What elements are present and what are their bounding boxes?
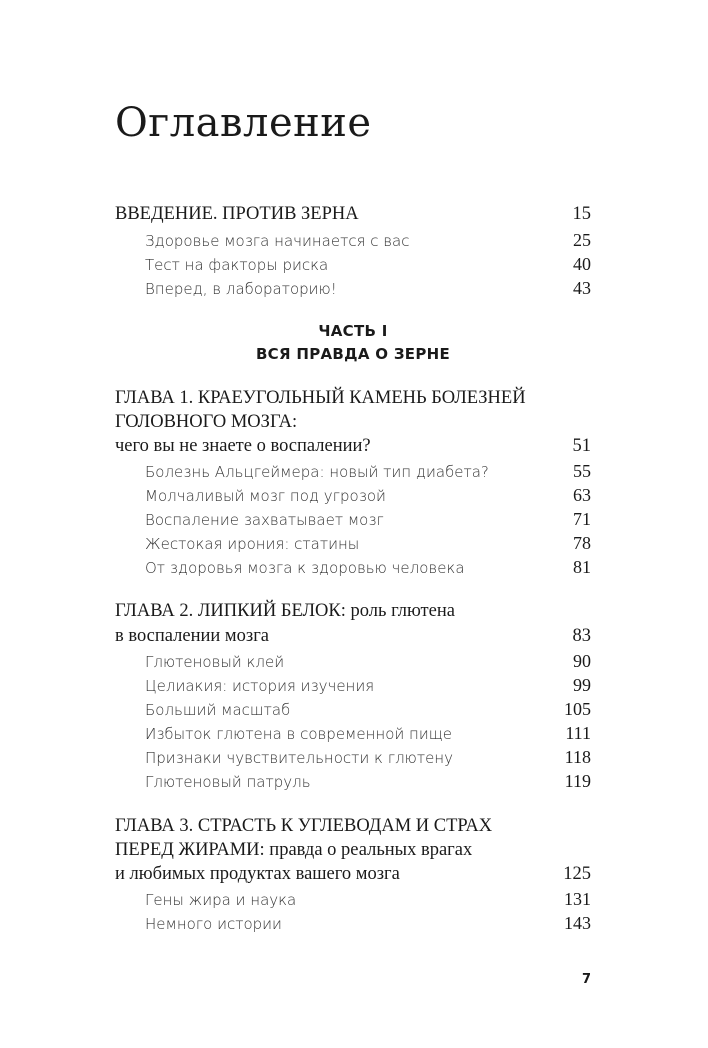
part-label: ЧАСТЬ I xyxy=(318,322,388,340)
toc-item-label: Тест на факторы риска xyxy=(145,256,329,274)
toc-item[interactable] xyxy=(115,913,591,934)
toc-item[interactable] xyxy=(115,771,591,792)
part-title: ВСЯ ПРАВДА О ЗЕРНЕ xyxy=(255,345,451,363)
toc-item[interactable] xyxy=(115,747,591,768)
toc-page-number: 118 xyxy=(564,747,591,767)
toc-item-label: Молчаливый мозг под угрозой xyxy=(145,487,386,505)
toc-heading-label: ВВЕДЕНИЕ. ПРОТИВ ЗЕРНА xyxy=(115,204,359,224)
toc-page-number: 25 xyxy=(573,230,591,250)
toc-item[interactable] xyxy=(115,278,591,299)
toc-page-number: 63 xyxy=(573,485,591,505)
toc-item-label: От здоровья мозга к здоровью человека xyxy=(145,559,465,577)
chapter-1-title-line[interactable]: ГЛАВА 1. КРАЕУГОЛЬНЫЙ КАМЕНЬ БОЛЕЗНЕЙ xyxy=(115,388,526,408)
page-number: 7 xyxy=(581,972,591,987)
toc-page-number: 15 xyxy=(572,204,591,224)
toc-item[interactable] xyxy=(115,254,591,275)
toc-page-number: 78 xyxy=(573,533,591,553)
toc-item[interactable] xyxy=(115,889,591,910)
toc-page-number: 119 xyxy=(564,771,591,791)
chapter-1-heading[interactable] xyxy=(115,436,591,457)
toc-item-label: Здоровье мозга начинается с вас xyxy=(145,232,410,250)
chapter-3-title-line[interactable]: ГЛАВА 3. СТРАСТЬ К УГЛЕВОДАМ И СТРАХ xyxy=(115,816,493,836)
toc-item[interactable] xyxy=(115,675,591,696)
toc-item-label: Глютеновый патруль xyxy=(145,773,311,791)
toc-item[interactable] xyxy=(115,485,591,506)
toc-item[interactable] xyxy=(115,533,591,554)
toc-item[interactable] xyxy=(115,699,591,720)
page-title: Оглавление xyxy=(115,100,372,146)
toc-page-number: 105 xyxy=(564,699,591,719)
chapter-2-title-line[interactable]: ГЛАВА 2. ЛИПКИЙ БЕЛОК: роль глютена xyxy=(115,601,455,621)
toc-page-number: 143 xyxy=(564,913,591,933)
toc-page-number: 99 xyxy=(573,675,591,695)
toc-item-label: Немного истории xyxy=(145,915,282,933)
toc-page-number: 83 xyxy=(572,626,591,646)
toc-page-number: 81 xyxy=(573,557,591,577)
toc-item[interactable] xyxy=(115,461,591,482)
toc-page-number: 55 xyxy=(573,461,591,481)
toc-item[interactable] xyxy=(115,651,591,672)
toc-page-number: 71 xyxy=(573,509,591,529)
toc-item-label: Болезнь Альцгеймера: новый тип диабета? xyxy=(145,463,489,481)
toc-item-label: Воспаление захватывает мозг xyxy=(145,511,384,529)
toc-item-label: Признаки чувствительности к глютену xyxy=(145,749,453,767)
toc-item-label: Вперед, в лабораторию! xyxy=(145,280,337,298)
toc-item-label: Гены жира и наука xyxy=(145,891,297,909)
toc-heading-label: в воспалении мозга xyxy=(115,626,269,646)
toc-heading-intro[interactable] xyxy=(115,204,591,225)
toc-page-number: 51 xyxy=(572,436,591,456)
toc-item-label: Больший масштаб xyxy=(145,701,291,719)
toc-item-label: Глютеновый клей xyxy=(145,653,285,671)
toc-page-number: 125 xyxy=(563,864,591,884)
chapter-2-heading[interactable] xyxy=(115,626,591,647)
chapter-3-title-line[interactable]: ПЕРЕД ЖИРАМИ: правда о реальных врагах xyxy=(115,840,473,860)
toc-page-number: 111 xyxy=(565,723,591,743)
toc-item[interactable] xyxy=(115,230,591,251)
chapter-3-heading[interactable] xyxy=(115,864,591,885)
toc-page-number: 90 xyxy=(573,651,591,671)
toc-page-number: 131 xyxy=(564,889,591,909)
toc-page-number: 40 xyxy=(573,254,591,274)
chapter-1-title-line[interactable]: ГОЛОВНОГО МОЗГА: xyxy=(115,412,298,432)
toc-page-number: 43 xyxy=(573,278,591,298)
toc-item[interactable] xyxy=(115,557,591,578)
toc-item-label: Избыток глютена в современной пище xyxy=(145,725,453,743)
toc-item[interactable] xyxy=(115,723,591,744)
toc-item-label: Целиакия: история изучения xyxy=(145,677,375,695)
toc-heading-label: и любимых продуктах вашего мозга xyxy=(115,864,400,884)
toc-item-label: Жестокая ирония: статины xyxy=(145,535,360,553)
toc-heading-label: чего вы не знаете о воспалении? xyxy=(115,436,371,456)
toc-item[interactable] xyxy=(115,509,591,530)
